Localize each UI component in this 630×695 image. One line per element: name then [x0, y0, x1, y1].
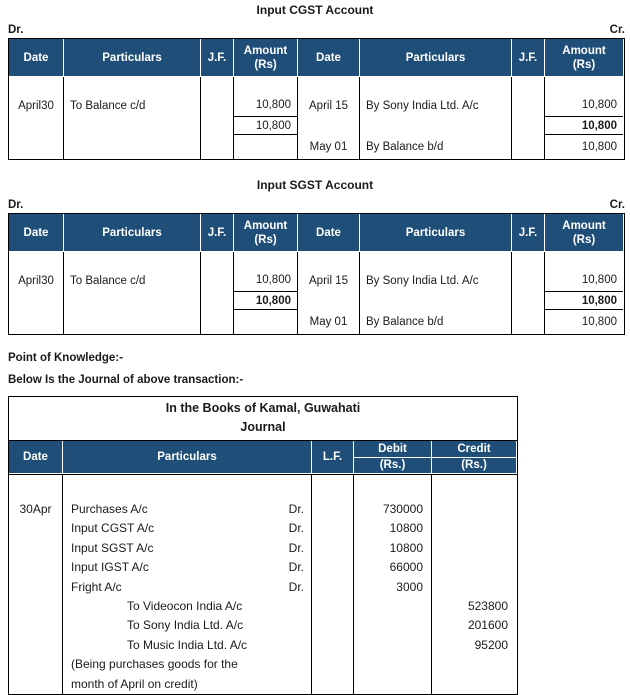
journal-line-credit: To Videocon India A/c — [127, 598, 243, 613]
debit-amount — [354, 675, 431, 694]
debit-amount — [354, 597, 431, 616]
credit-unit-label: (Rs.) — [432, 457, 516, 474]
dr-label: Dr. — [8, 199, 24, 211]
journal-line-credit: To Sony India Ltd. A/c — [127, 618, 244, 633]
dr-jf — [201, 77, 234, 117]
amount-label: Amount — [562, 44, 606, 57]
debit-label: Debit — [378, 442, 407, 455]
cr-jf — [512, 135, 545, 159]
col-header-credit — [432, 441, 516, 474]
entry-credit-column — [432, 475, 516, 694]
col-header-debit — [354, 441, 432, 474]
debit-amount — [354, 616, 431, 635]
dr-particulars — [64, 310, 201, 334]
col-header-particulars-cr: Particulars — [360, 39, 512, 77]
dr-total-amount: 10,800 — [234, 292, 298, 310]
col-header-amount — [234, 214, 298, 252]
amount-unit-label: (Rs) — [572, 233, 596, 246]
cr-jf — [512, 292, 545, 310]
cr-label: Cr. — [609, 24, 625, 36]
dr-suffix: Dr. — [288, 502, 304, 516]
ledger-row-3 — [9, 310, 624, 334]
cr-amount: 10,800 — [545, 77, 623, 117]
debit-amount — [354, 655, 431, 674]
debit-amount: 3000 — [396, 579, 423, 594]
ledger-section-cgst — [8, 4, 630, 160]
credit-amount — [432, 558, 516, 577]
ledger-section-sgst — [8, 179, 630, 335]
credit-amount — [432, 655, 516, 674]
journal-book-title: In the Books of Kamal, Guwahati — [165, 401, 361, 415]
col-header-amount — [234, 39, 298, 77]
cr-date — [298, 292, 360, 310]
narration-line: month of April on credit) — [71, 676, 198, 691]
credit-amount: 201600 — [467, 618, 508, 633]
dr-suffix: Dr. — [288, 579, 304, 594]
dr-date — [9, 117, 64, 135]
dr-suffix: Dr. — [288, 540, 304, 555]
cr-jf — [512, 77, 545, 117]
amount-label: Amount — [243, 44, 288, 57]
dr-particulars — [64, 135, 201, 159]
dr-date: April30 — [9, 252, 64, 292]
cr-particulars — [360, 117, 512, 135]
notes — [8, 352, 630, 387]
cr-amount: 10,800 — [545, 252, 623, 292]
cr-date: May 01 — [298, 310, 360, 334]
dr-jf — [201, 310, 234, 334]
journal-subtitle: Journal — [240, 420, 286, 434]
account-title-sgst: Input SGST Account — [256, 178, 374, 192]
journal-line — [63, 558, 311, 577]
credit-label: Credit — [457, 442, 491, 455]
amount-unit-label: (Rs) — [254, 58, 277, 71]
dr-suffix: Dr. — [288, 521, 304, 536]
debit-amount — [354, 636, 431, 655]
cr-date: April 15 — [298, 77, 360, 117]
amount-unit-label: (Rs) — [254, 233, 277, 246]
debit-amount: 10800 — [389, 521, 423, 536]
cr-jf — [512, 117, 545, 135]
account-name: Purchases A/c — [71, 502, 148, 516]
debit-amount: 66000 — [389, 560, 423, 575]
narration-line: (Being purchases goods for the — [71, 657, 238, 672]
dr-jf — [201, 252, 234, 292]
dr-date — [9, 310, 64, 334]
cr-jf — [512, 310, 545, 334]
col-header-date: Date — [9, 214, 64, 252]
col-header-jf-cr: J.F. — [512, 214, 545, 252]
col-header-amount-cr — [545, 214, 623, 252]
credit-amount: 95200 — [474, 637, 508, 652]
cr-date: April 15 — [298, 252, 360, 292]
dr-particulars — [64, 117, 201, 135]
journal-table — [8, 396, 518, 695]
cr-date: May 01 — [298, 135, 360, 159]
drcr-row — [8, 199, 625, 211]
ledger-row-3 — [9, 135, 624, 159]
credit-amount — [432, 519, 516, 538]
dr-label: Dr. — [8, 24, 24, 36]
journal-line — [63, 578, 311, 597]
ledger-table-cgst — [8, 38, 625, 160]
credit-amount — [432, 539, 516, 558]
amount-label: Amount — [562, 219, 606, 232]
ledger-table-sgst — [8, 213, 625, 335]
dr-jf — [201, 135, 234, 159]
entry-lf — [312, 475, 354, 694]
journal-title-band — [9, 397, 517, 441]
credit-amount: 523800 — [467, 598, 508, 613]
credit-amount — [432, 578, 516, 597]
dr-total-amount: 10,800 — [234, 117, 298, 135]
debit-unit-label: (Rs.) — [354, 457, 431, 474]
col-header-lf: L.F. — [312, 441, 354, 474]
dr-jf — [201, 292, 234, 310]
below-journal-heading: Below Is the Journal of above transaction:- — [8, 374, 244, 386]
col-header-jf: J.F. — [201, 214, 234, 252]
dr-amount — [234, 135, 298, 159]
ledger-total-row — [9, 292, 624, 310]
col-header-particulars: Particulars — [64, 39, 201, 77]
debit-amount: 730000 — [382, 502, 423, 516]
dr-particulars: To Balance c/d — [64, 252, 201, 292]
cr-particulars: By Sony India Ltd. A/c — [360, 252, 512, 292]
cr-label: Cr. — [609, 199, 625, 211]
col-header-jf-cr: J.F. — [512, 39, 545, 77]
dr-date: April30 — [9, 77, 64, 117]
col-header-date: Date — [9, 39, 64, 77]
col-header-amount-cr — [545, 39, 623, 77]
dr-suffix: Dr. — [288, 560, 304, 575]
cr-amount: 10,800 — [581, 316, 617, 328]
dr-amount — [234, 310, 298, 334]
point-of-knowledge-heading: Point of Knowledge:- — [8, 352, 123, 364]
account-name: Input SGST A/c — [71, 540, 154, 555]
account-title-cgst: Input CGST Account — [256, 3, 374, 17]
col-header-particulars: Particulars — [64, 214, 201, 252]
credit-amount — [432, 675, 516, 694]
amount-label: Amount — [243, 219, 288, 232]
account-name: Input CGST A/c — [71, 521, 155, 536]
cr-total-amount: 10,800 — [545, 117, 623, 135]
drcr-row — [8, 24, 625, 36]
cr-date — [298, 117, 360, 135]
ledger-row-1 — [9, 77, 624, 117]
col-header-particulars: Particulars — [63, 441, 312, 474]
dr-date — [9, 135, 64, 159]
entry-date-text: 30Apr — [19, 502, 52, 516]
cr-amount: 10,800 — [581, 141, 617, 153]
entry-date — [9, 475, 63, 694]
col-header-date-cr: Date — [298, 39, 360, 77]
journal-line — [63, 519, 311, 538]
journal-line — [63, 500, 311, 519]
ledger-row-1 — [9, 252, 624, 292]
cr-particulars: By Balance b/d — [360, 310, 512, 334]
cr-particulars: By Sony India Ltd. A/c — [360, 77, 512, 117]
cr-particulars — [360, 292, 512, 310]
entry-particulars — [63, 475, 312, 694]
debit-amount: 10800 — [389, 540, 423, 555]
col-header-particulars-cr: Particulars — [360, 214, 512, 252]
ledger-total-row — [9, 117, 624, 135]
journal-line — [63, 539, 311, 558]
ledger-header-row — [9, 214, 624, 252]
dr-particulars: To Balance c/d — [64, 77, 201, 117]
account-name: Input IGST A/c — [71, 560, 149, 575]
col-header-date: Date — [9, 441, 63, 474]
cr-particulars: By Balance b/d — [360, 135, 512, 159]
dr-particulars — [64, 292, 201, 310]
col-header-date-cr: Date — [298, 214, 360, 252]
credit-amount — [432, 500, 516, 519]
journal-entry-row — [9, 475, 517, 694]
entry-debit-column — [354, 475, 432, 694]
col-header-jf: J.F. — [201, 39, 234, 77]
dr-date — [9, 292, 64, 310]
journal-header-row — [9, 441, 517, 475]
journal-line-credit: To Music India Ltd. A/c — [127, 637, 248, 652]
ledger-header-row — [9, 39, 624, 77]
dr-amount: 10,800 — [234, 77, 298, 117]
account-name: Fright A/c — [71, 579, 122, 594]
cr-jf — [512, 252, 545, 292]
amount-unit-label: (Rs) — [572, 58, 596, 71]
dr-jf — [201, 117, 234, 135]
cr-total-amount: 10,800 — [545, 292, 623, 310]
dr-amount: 10,800 — [234, 252, 298, 292]
